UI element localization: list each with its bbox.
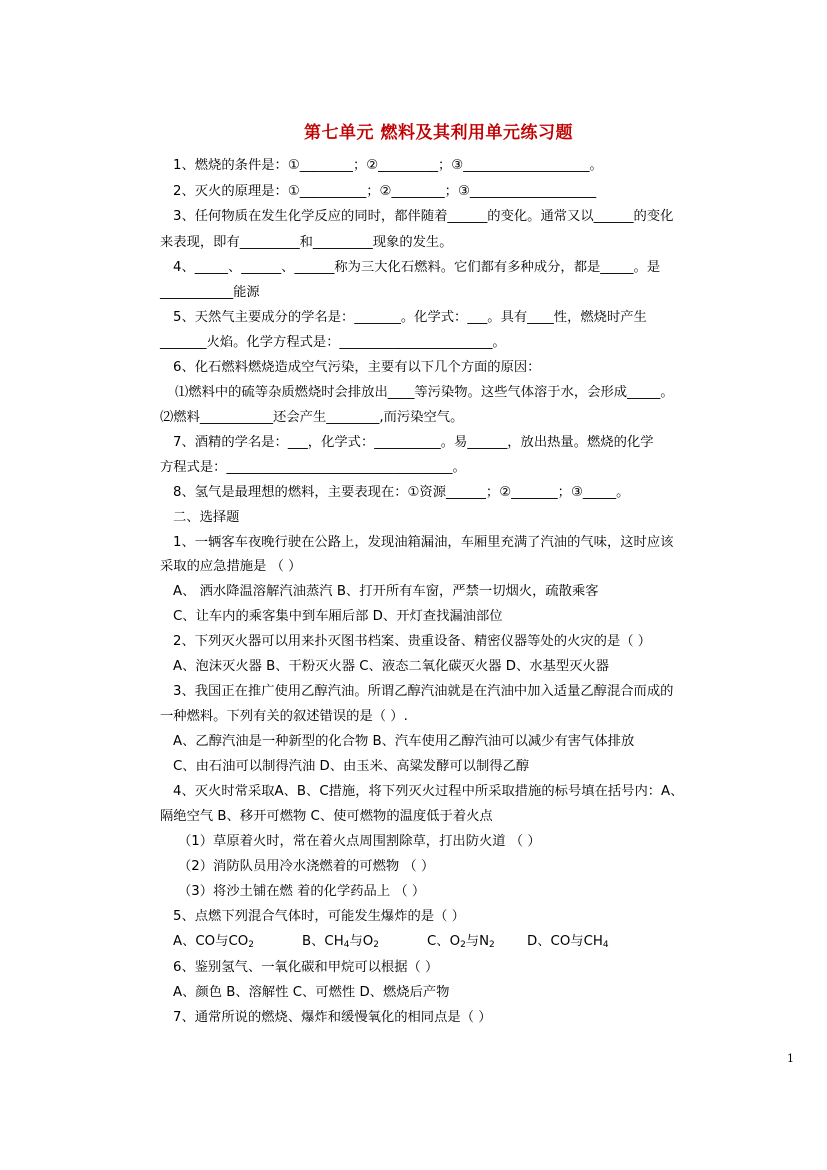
q5-options: [173, 933, 609, 951]
text-line: 二、选择题: [173, 510, 240, 525]
page-number: 1: [787, 1052, 794, 1065]
text-line: 7、通常所说的燃烧、爆炸和缓慢氧化的相同点是（ ）: [173, 1010, 492, 1025]
text-line: ⑵燃料___________还会产生________,而污染空气。: [160, 410, 464, 425]
text-line: 采取的应急措施是 （ ）: [160, 559, 302, 574]
text-line: 5、点燃下列混合气体时，可能发生爆炸的是（ ）: [173, 909, 465, 924]
text-line: ⑴燃料中的硫等杂质燃烧时会排放出____等污染物。这些气体溶于水，会形成_____。: [175, 385, 674, 400]
q5-option-b: B、$CH_4$与$O_2$: [302, 934, 379, 950]
text-line: 一种燃料。下列有关的叙述错误的是（ ）.: [160, 709, 408, 724]
page-title: 第七单元 燃料及其利用单元练习题: [304, 123, 573, 143]
text-line: _______火焰。化学方程式是：_______________________。: [160, 335, 506, 350]
text-line: A、乙醇汽油是一种新型的化合物 B、汽车使用乙醇汽油可以减少有害气体排放: [173, 734, 635, 749]
text-line: C、让车内的乘客集中到车厢后部 D、开灯查找漏油部位: [173, 609, 503, 624]
text-line: 隔绝空气 B、移开可燃物 C、使可燃物的温度低于着火点: [160, 809, 493, 824]
text-line: 2、下列灭火器可以用来扑灭图书档案、贵重设备、精密仪器等处的火灾的是（ ）: [173, 634, 652, 649]
text-line: 8、氢气是最理想的燃料，主要表现在：①资源______；②_______；③_____。: [173, 485, 630, 500]
text-line: A、颜色 B、溶解性 C、可燃性 D、燃烧后产物: [173, 985, 450, 1000]
text-line: 6、化石燃料燃烧造成空气污染，主要有以下几个方面的原因：: [173, 360, 541, 375]
text-line: 5、天然气主要成分的学名是：_______。化学式：___。具有____性，燃烧时产生: [173, 310, 647, 325]
text-line: 来表现，即有_________和_________现象的发生。: [160, 235, 453, 250]
text-line: 6、鉴别氢气、一氧化碳和甲烷可以根据（ ）: [173, 960, 439, 975]
text-line: 3、任何物质在发生化学反应的同时，都伴随着______的变化。通常又以______的变化: [173, 209, 674, 224]
text-line: 方程式是：__________________________________。: [160, 460, 466, 475]
text-line: 4、_____、______、______称为三大化石燃料。它们都有多种成分，都是_____。是: [173, 260, 661, 275]
text-line: 2、灭火的原理是：①__________；②________；③___________________: [173, 184, 597, 199]
text-line: （3）将沙土铺在燃 着的化学药品上 （ ）: [178, 884, 426, 899]
text-line: 1、燃烧的条件是：①________；②_________；③___________________。: [173, 158, 603, 173]
q5-option-a: A、CO与$CO_2$: [173, 934, 254, 950]
q5-option-c: C、$O_2$与$N_2$: [427, 934, 495, 950]
text-line: 1、一辆客车夜晚行驶在公路上，发现油箱漏油，车厢里充满了汽油的气味，这时应该: [173, 535, 674, 550]
text-line: 7、酒精的学名是：___，化学式：__________。易______，放出热量。燃烧的化学: [173, 435, 654, 450]
text-line: 4、灭火时常采取A、B、C措施，将下列灭火过程中所采取措施的标号填在括号内：A、: [173, 784, 684, 799]
text-line: C、由石油可以制得汽油 D、由玉米、高粱发酵可以制得乙醇: [173, 759, 530, 774]
text-line: ___________能源: [160, 285, 260, 300]
text-line: （2）消防队员用冷水浇燃着的可燃物 （ ）: [178, 859, 435, 874]
text-line: A、 洒水降温溶解汽油蒸汽 B、打开所有车窗，严禁一切烟火，疏散乘客: [173, 584, 599, 599]
q5-option-d: D、CO与$CH_4$: [527, 934, 609, 950]
text-line: A、泡沫灭火器 B、干粉灭火器 C、液态二氧化碳灭火器 D、水基型灭火器: [173, 659, 610, 674]
text-line: （1）草原着火时，常在着火点周围割除草，打出防火道 （ ）: [178, 834, 541, 849]
text-line: 3、我国正在推广使用乙醇汽油。所谓乙醇汽油就是在汽油中加入适量乙醇混合而成的: [173, 684, 674, 699]
